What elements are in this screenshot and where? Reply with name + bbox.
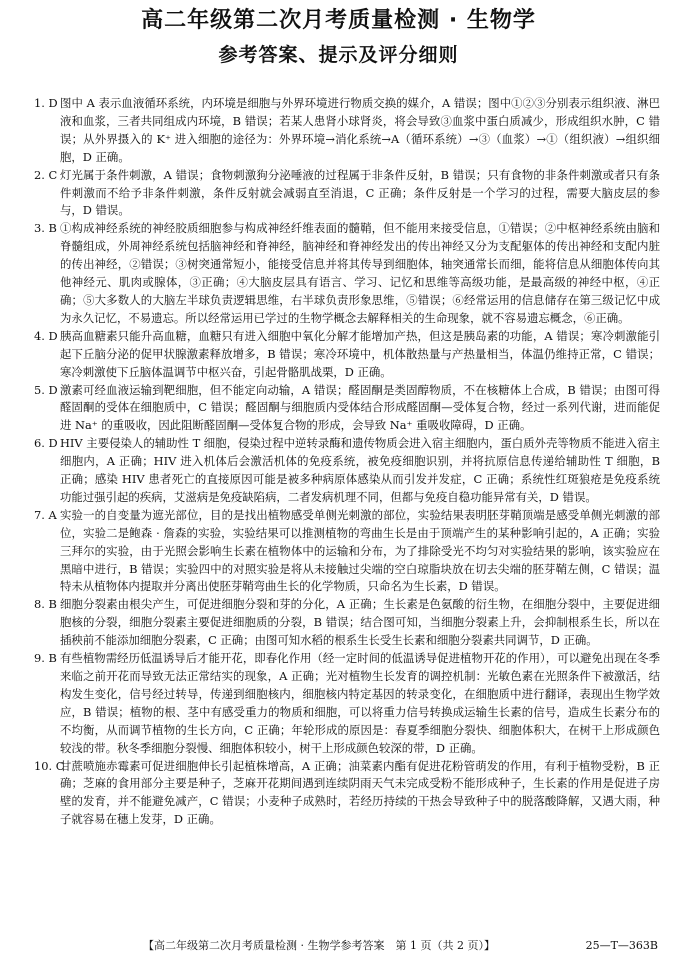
answer-number: 5. D <box>34 382 58 397</box>
answer-number: 2. C <box>34 167 58 182</box>
answer-explanation: ①构成神经系统的神经胶质细胞参与构成神经纤维表面的髓鞘，但不能用来接受信息，①错误；②中枢神经系统由脑和脊髓组成，外周神经系统包括脑神经和脊神经，脑神经和脊神经发出的传出神经又分为支配躯体的传出神经和支配内脏的传出神经，②错误；③树突通常短小，能接受信息并将其传导到细胞体，轴突通常长而细，能将信息从细胞体传向其他神经元、肌肉或腺体，③正确；④大脑皮层具有语言、学习、记忆和思维等高级功能，是最高级的神经中枢，④正确；⑤大多数人的大脑左半球负责逻辑思维，右半球负责形象思维，⑤错误；⑥经常运用的信息储存在第三级记忆中成为永久记忆，不易遗忘。所以经常运用已学过的生物学概念去解释相关的生命现象，就不容易遗忘概念，⑥正确。 <box>60 221 660 325</box>
footer-doc-code: 25—T—363B <box>585 939 658 952</box>
answer-number: 7. A <box>34 507 57 522</box>
answer-explanation: 激素可经血液运输到靶细胞，但不能定向动输，A 错误；醛固酮是类固醇物质，不在核糖体上合成，B 错误；由图可得醛固酮的受体在细胞质中，C 错误；醛固酮与细胞质内受体结合形成醛固酮—受体复合物，经过一系列代谢，进而能促进 Na⁺ 的重吸收，因此阻断醛固酮—受体复合物的形成，会导致 Na⁺ 重吸收障碍，D 正确。 <box>60 382 660 433</box>
answer-explanation: 细胞分裂素由根尖产生，可促进细胞分裂和芽的分化，A 正确；生长素是色氨酸的衍生物，在细胞分裂中，主要促进细胞核的分裂，细胞分裂素主要促进细胞质的分裂，B 错误；结合图可知，当细胞分裂素上升，会抑制根系生长，所以在插秧前不能添加细胞分裂素，C 正确；由图可知水稻的根系生长受生长素和细胞分裂素共同调节，D 正确。 <box>60 597 660 648</box>
answer-item <box>34 650 660 757</box>
answer-explanation: 实验一的自变量为遮光部位，目的是找出植物感受单侧光刺激的部位，实验结果表明胚芽鞘顶端是感受单侧光刺激的部位，实验二是鲍森 · 詹森的实验，实验结果可以推测植物的弯曲生长是由于顶端产生的某种影响引起的，A 正确；实验三拜尔的实验，由于光照会影响生长素在植物体中的运输和分布，为了排除受光不均匀对实验结果的影响，该实验应在黑暗中进行，B 错误；实验四中的对照实验是将从未接触过尖端的空白琼脂块放在切去尖端的胚芽鞘左侧，C 错误；温特未从植物体内提取并分离出使胚芽鞘弯曲生长的化学物质，只命名为生长素，D 错误。 <box>60 507 660 594</box>
answer-item <box>34 507 660 597</box>
answer-explanation: HIV 主要侵染人的辅助性 T 细胞，侵染过程中逆转录酶和遗传物质会进入宿主细胞内，蛋白质外壳等物质不能进入宿主细胞内，A 正确；HIV 进入机体后会激活机体的免疫系统，被免疫细胞识别，并将抗原信息传递给辅助性 T 细胞，B 正确；感染 HIV 患者死亡的直接原因可能是被多种病原体感染从而引发并发症，C 正确；系统性红斑狼疮是免疫系统功能过强引起的疾病，艾滋病是免疫缺陷病，二者发病机理不同，但都与免疫自稳功能异常有关，D 错误。 <box>60 436 660 504</box>
answer-explanation: 图中 A 表示血液循环系统，内环境是细胞与外界环境进行物质交换的媒介，A 错误；图中①②③分别表示组织液、淋巴液和血浆，三者共同组成内环境，B 错误；若某人患肾小球肾炎，将会导致③血浆中蛋白质减少，形成组织水肿，C 错误；从外界摄入的 K⁺ 进入细胞的途径为：外界环境→消化系统→A（循环系统）→③（血浆）→①（组织液）→组织细胞，D 正确。 <box>60 96 660 164</box>
answer-number: 6. D <box>34 436 58 451</box>
answer-item <box>34 167 660 221</box>
footer-page-info: 【高二年级第二次月考质量检测 · 生物学参考答案 第 1 页（共 2 页）】 <box>143 939 495 952</box>
answer-item <box>34 328 660 382</box>
answer-item <box>34 596 660 650</box>
answer-explanation: 胰高血糖素只能升高血糖，血糖只有进入细胞中氧化分解才能增加产热，但这是胰岛素的功能，A 错误；寒冷刺激能引起下丘脑分泌的促甲状腺激素释放增多，B 错误；寒冷环境中，机体散热量与产热量相当，体温仍维持正常，C 错误；寒冷刺激使下丘脑体温调节中枢兴奋，引起骨骼肌战栗，D 正确。 <box>60 328 660 379</box>
answer-number: 1. D <box>34 96 58 110</box>
answer-item <box>34 382 660 436</box>
answer-explanation: 甘蔗喷施赤霉素可促进细胞伸长引起植株增高，A 正确；油菜素内酯有促进花粉管萌发的作用，有利于植物受粉，B 正确；芝麻的食用部分主要是种子，芝麻开花期间遇到连续阴雨天气未完成受粉不能形成种子，生长素的作用是促进子房壁的发育，并不能避免减产，C 错误；小麦种子成熟时，若经历持续的干热会导致种子中的脱落酸降解，又遇大雨，种子就容易在穗上发芽，D 正确。 <box>60 758 660 827</box>
answer-item <box>34 95 660 167</box>
page-title: 高二年级第二次月考质量检测 · 生物学 <box>141 8 536 33</box>
answer-number: 9. B <box>34 651 57 666</box>
answer-explanation: 灯光属于条件刺激，A 错误；食物刺激狗分泌唾液的过程属于非条件反射，B 错误；只有食物的非条件刺激或者只有条件刺激而不给予非条件刺激，条件反射就会减弱直至消退，C 正确；条件反射是一个学习的过程，需要大脑皮层的参与，D 错误。 <box>60 167 660 218</box>
answer-number: 8. B <box>34 597 57 612</box>
answer-number: 4. D <box>34 328 58 343</box>
answer-number: 3. B <box>34 221 57 236</box>
answer-item <box>34 435 660 507</box>
answer-item <box>34 758 660 830</box>
answer-number: 10. C <box>34 758 65 773</box>
answer-item <box>34 220 660 327</box>
answer-explanation: 有些植物需经历低温诱导后才能开花，即春化作用（经一定时间的低温诱导促进植物开花的作用），可以避免出现在冬季来临之前开花而导致无法正常结实的现象，A 正确；光对植物生长发育的调控机制：光敏色素在光照条件下被激活，结构发生变化，信号经过转导，传递到细胞核内，细胞核内特定基因的转录变化，在细胞质中进行翻译，表现出生物学效应，B 错误；植物的根、茎中有感受重力的物质和细胞，可以将重力信号转换成运输生长素的信号，造成生长素分布的不均衡，从而调节植物的生长方向，C 正确；年轮形成的原因是：春夏季细胞分裂快、细胞体积大，在树干上形成颜色较浅的带。秋冬季细胞分裂慢、细胞体积较小，树干上形成颜色较深的带，D 正确。 <box>60 651 660 755</box>
page-subtitle: 参考答案、提示及评分细则 <box>218 44 459 66</box>
answer-list <box>34 95 660 829</box>
